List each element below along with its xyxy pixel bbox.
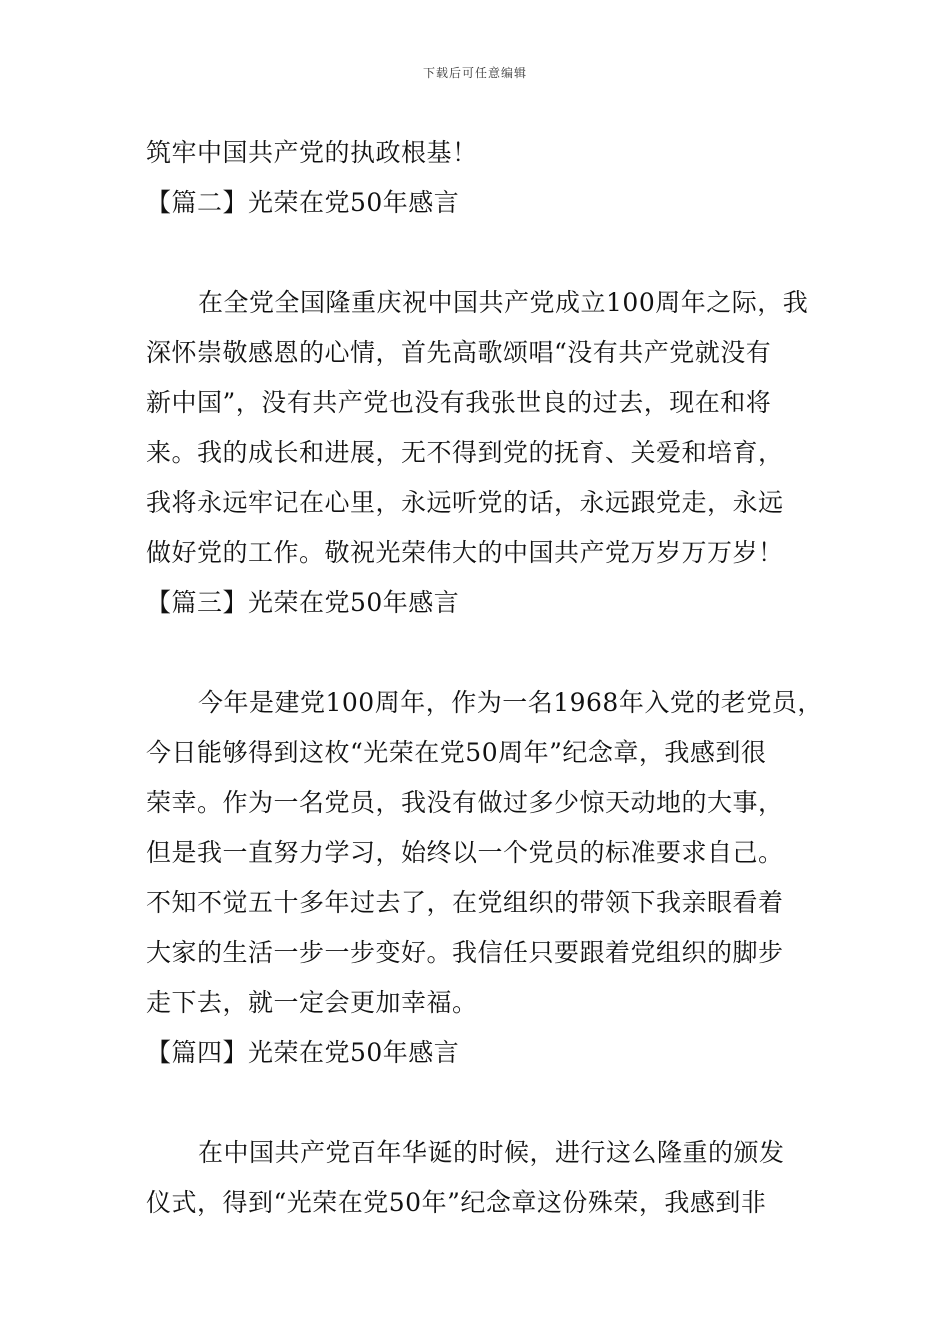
blank-line <box>146 628 826 678</box>
paragraph-line: 深怀崇敬感恩的心情，首先高歌颂唱“没有共产党就没有 <box>146 338 772 367</box>
page-header: 下载后可任意编辑 <box>422 66 527 80</box>
paragraph-line: 不知不觉五十多年过去了，在党组织的带领下我亲眼看着 <box>146 888 784 917</box>
paragraph-line: 在中国共产党百年华诞的时候，进行这么隆重的颁发 <box>198 1138 785 1167</box>
blank-line <box>146 1078 826 1128</box>
section-heading-4: 【篇四】光荣在党50年感言 <box>146 1038 460 1067</box>
paragraph-line: 仪式，得到“光荣在党50年”纪念章这份殊荣，我感到非 <box>146 1188 767 1217</box>
paragraph-line: 做好党的工作。敬祝光荣伟大的中国共产党万岁万万岁！ <box>146 538 784 567</box>
paragraph-line: 但是我一直努力学习，始终以一个党员的标准要求自己。 <box>146 838 784 867</box>
paragraph-line: 走下去，就一定会更加幸福。 <box>146 988 478 1017</box>
blank-line <box>146 228 826 278</box>
paragraph-line: 今年是建党100周年，作为一名1968年入党的老党员， <box>198 688 823 717</box>
paragraph-line: 筑牢中国共产党的执政根基！ <box>146 138 478 167</box>
paragraph-line: 今日能够得到这枚“光荣在党50周年”纪念章，我感到很 <box>146 738 767 767</box>
paragraph-line: 新中国”，没有共产党也没有我张世良的过去，现在和将 <box>146 388 772 417</box>
section-heading-2: 【篇二】光荣在党50年感言 <box>146 188 460 217</box>
paragraph-line: 荣幸。作为一名党员，我没有做过多少惊天动地的大事， <box>146 788 784 817</box>
document-body <box>146 128 826 1228</box>
paragraph-line: 我将永远牢记在心里，永远听党的话，永远跟党走，永远 <box>146 488 784 517</box>
section-heading-3: 【篇三】光荣在党50年感言 <box>146 588 460 617</box>
paragraph-line: 来。我的成长和进展，无不得到党的抚育、关爱和培育， <box>146 438 784 467</box>
paragraph-line: 大家的生活一步一步变好。我信任只要跟着党组织的脚步 <box>146 938 784 967</box>
paragraph-line: 在全党全国隆重庆祝中国共产党成立100周年之际，我 <box>198 288 809 317</box>
